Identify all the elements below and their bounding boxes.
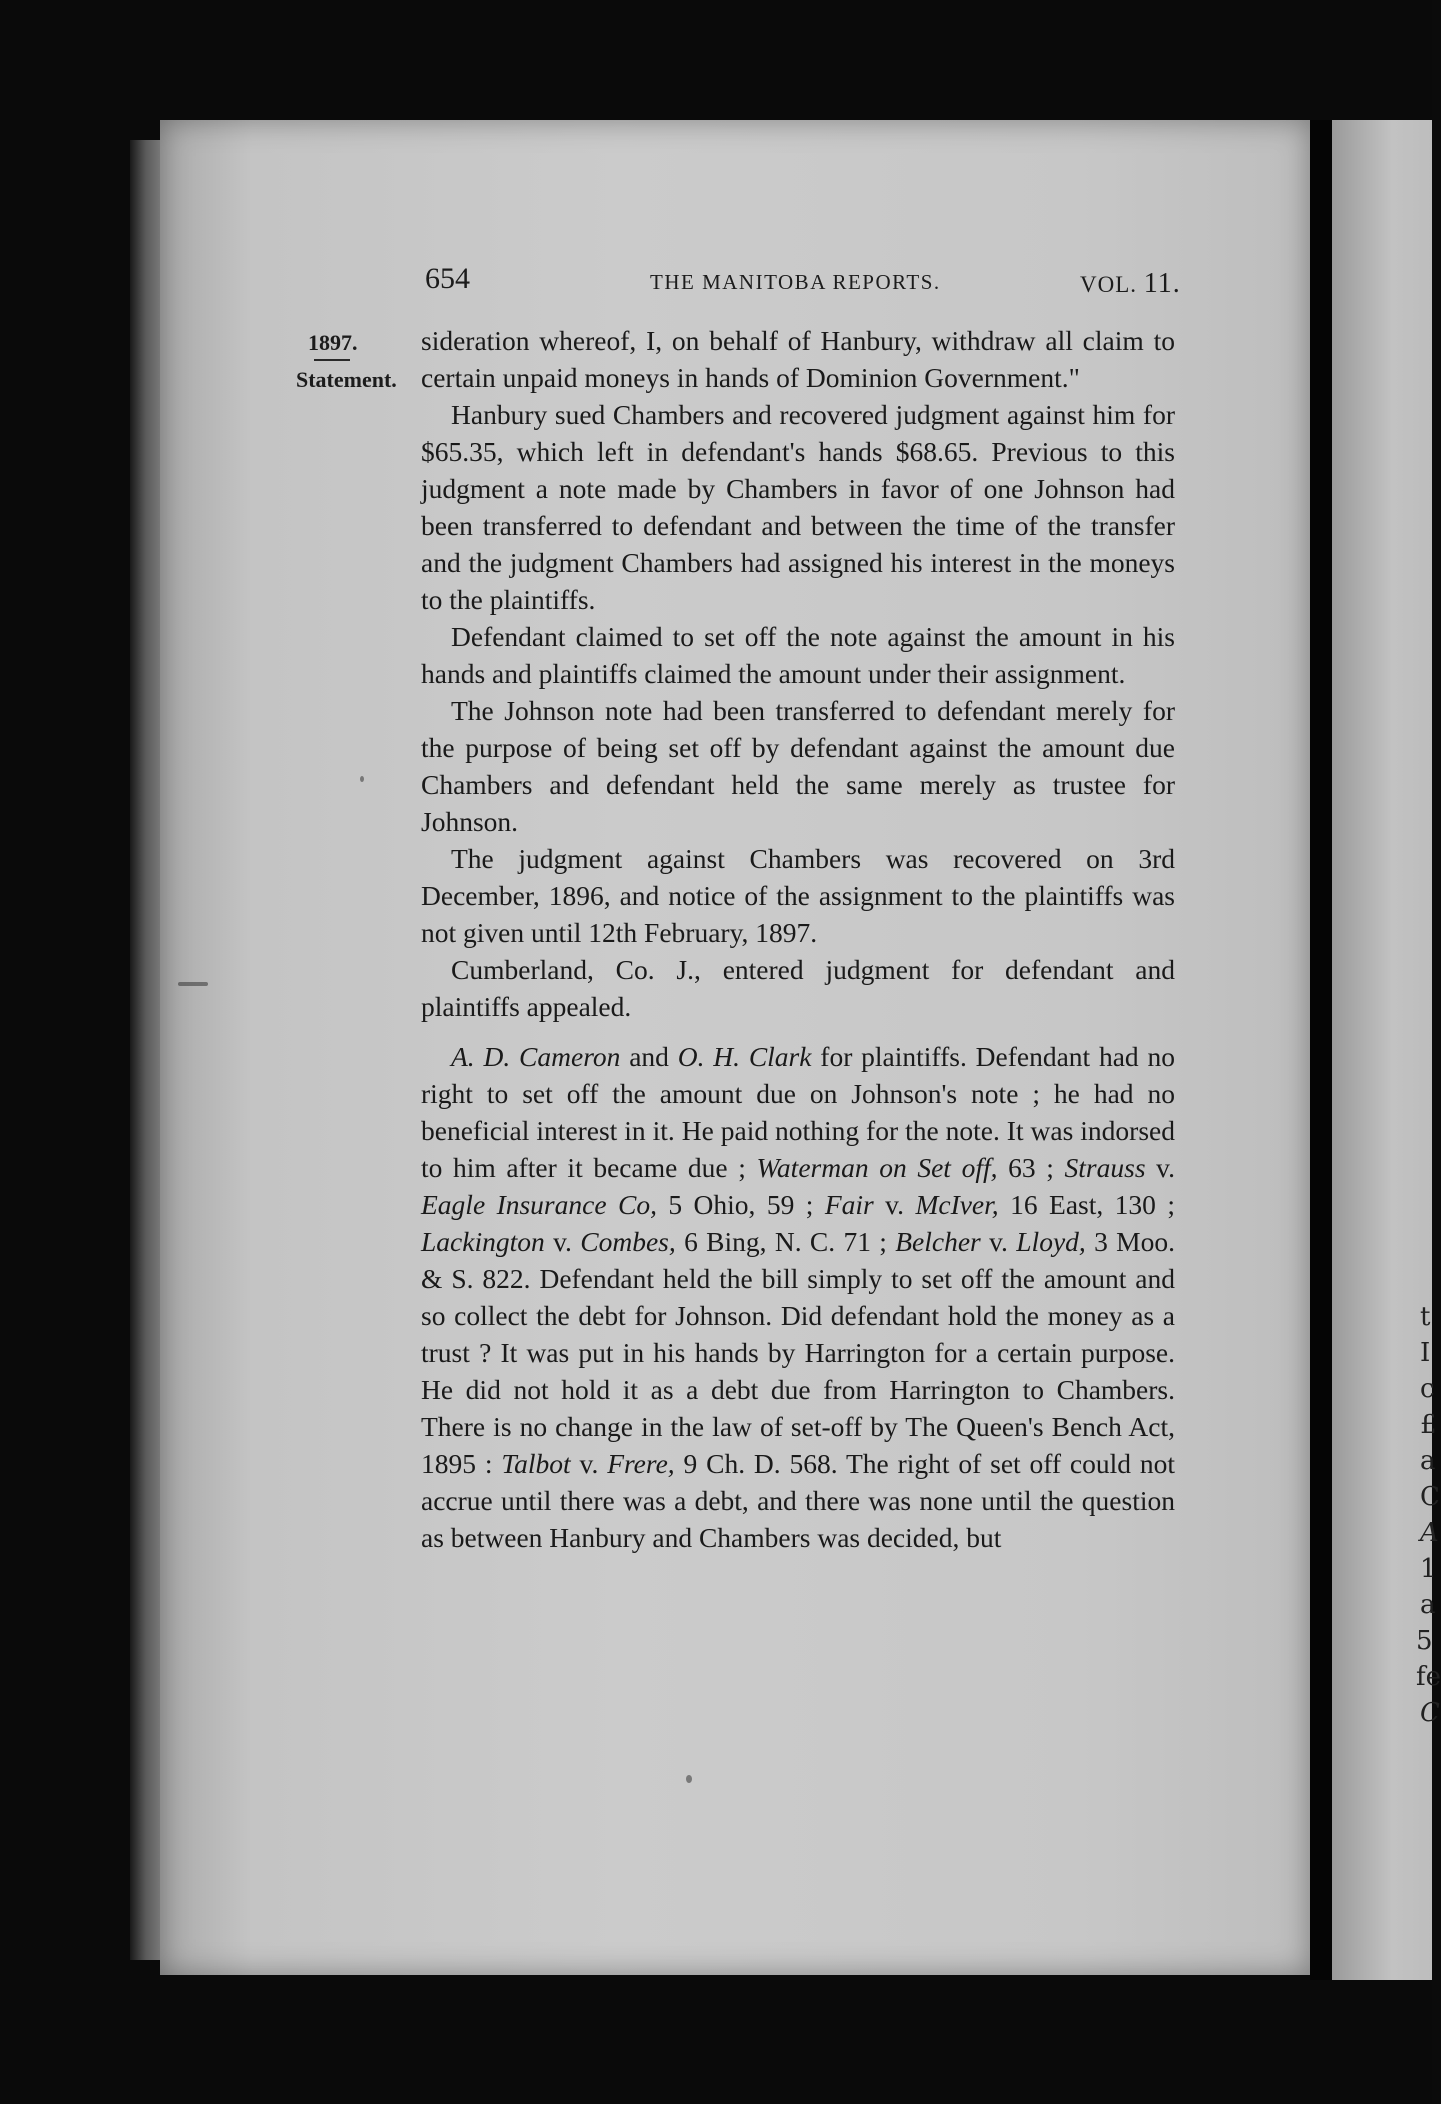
- argument-text: v.: [1145, 1152, 1176, 1183]
- citation: Combes,: [580, 1226, 676, 1257]
- page-gutter: [1310, 120, 1332, 1980]
- paragraph: Defendant claimed to set off the note against the amount in his hands and plaintiffs claimed the amount under their assignment.: [421, 621, 1175, 689]
- citation: Eagle Insurance Co,: [421, 1189, 657, 1220]
- margin-label: Statement.: [296, 367, 397, 392]
- page-number: 654: [425, 262, 470, 295]
- citation: Frere,: [607, 1448, 675, 1479]
- paragraph: The Johnson note had been transferred to defendant merely for the purpose of being set off by defendant against the amount due Chambers and defendant held the same merely as trustee for Johnson.: [421, 695, 1175, 837]
- adjacent-fragment: fe: [1416, 1662, 1441, 1692]
- adjacent-fragment: 5: [1416, 1626, 1433, 1656]
- citation: Lackington: [421, 1226, 545, 1257]
- argument-text: for plaintiffs. Defendant had no right to set off the amount due on Johnson's note ; he had no beneficial interest in it. He paid nothing for the note. It was indorsed to him after it became due ;: [421, 1041, 1175, 1183]
- paragraph: Cumberland, Co. J., entered judgment for defendant and plaintiffs appealed.: [421, 954, 1175, 1022]
- adjacent-fragment: C: [1420, 1698, 1440, 1728]
- argument-text: v.: [544, 1226, 581, 1257]
- adjacent-fragment: A: [1420, 1518, 1439, 1548]
- paragraph: Hanbury sued Chambers and recovered judgment against him for $65.35, which left in defendant's hands $68.65. Previous to this judgment a note made by Chambers in favor of one Johnson had been transferred to defendant and between the time of the transfer and the judgment Chambers had assigned his interest in the moneys to the plaintiffs.: [421, 399, 1175, 615]
- argument-text: v.: [873, 1189, 916, 1220]
- argument-text: 5 Ohio, 59 ;: [656, 1189, 825, 1220]
- argument-text: 9 Ch. D. 568. The right of set off could not accrue until there was a debt, and there was none until the question as between Hanbury and Chambers was decided, but: [421, 1448, 1176, 1553]
- argument-text: 3 Moo. & S. 822. Defendant held the bill simply to set off the amount and so collect the debt for Johnson. Did defendant hold the money as a trust ? It was put in his hands by Harrington for a certain purpose. He did not hold it as a debt due from Harrington to Chambers. There is no change in the law of set-off by The Queen's Bench Act, 1895 :: [421, 1226, 1176, 1479]
- volume-label: [1080, 268, 1181, 300]
- adjacent-fragment: a: [1420, 1446, 1436, 1476]
- adjacent-page: [1332, 120, 1441, 1980]
- margin-year: 1897.: [308, 330, 358, 355]
- volume-prefix: VOL.: [1080, 272, 1138, 297]
- citation: Talbot: [501, 1448, 571, 1479]
- volume-number: 11.: [1143, 268, 1181, 299]
- argument-text: v.: [980, 1226, 1017, 1257]
- citation: McIver,: [915, 1189, 999, 1220]
- adjacent-fragment: a: [1420, 1590, 1436, 1620]
- ink-smudge: [178, 982, 208, 986]
- argument-text: 63 ;: [997, 1152, 1065, 1183]
- citation: Waterman on Set off,: [756, 1152, 998, 1183]
- paragraph: The judgment against Chambers was recovered on 3rd December, 1896, and notice of the assignment to the plaintiffs was not given until 12th February, 1897.: [421, 843, 1175, 948]
- argument-text: 16 East, 130 ;: [998, 1189, 1175, 1220]
- adjacent-fragment: £: [1420, 1410, 1437, 1440]
- citation: Fair: [824, 1189, 874, 1220]
- argument-text: v.: [570, 1448, 608, 1479]
- adjacent-fragment: 1: [1420, 1554, 1437, 1584]
- paragraph: sideration whereof, I, on behalf of Hanbury, withdraw all claim to certain unpaid moneys in hands of Dominion Government.": [421, 325, 1175, 393]
- adjacent-fragment: C: [1420, 1482, 1440, 1512]
- ink-smudge: [360, 776, 364, 782]
- citation: Belcher: [895, 1226, 981, 1257]
- argument-paragraph: [421, 1038, 1175, 1556]
- argument-text: 6 Bing, N. C. 71 ;: [675, 1226, 896, 1257]
- running-title: THE MANITOBA REPORTS.: [650, 270, 941, 294]
- citation: Lloyd,: [1016, 1226, 1086, 1257]
- body-text: [421, 322, 1175, 1556]
- margin-rule: [314, 359, 350, 361]
- argument-text: and: [620, 1041, 678, 1072]
- counsel-name: A. D. Cameron: [451, 1041, 621, 1072]
- counsel-name: O. H. Clark: [677, 1041, 812, 1072]
- ink-smudge: [686, 1775, 692, 1783]
- adjacent-fragment: I: [1420, 1338, 1431, 1368]
- citation: Strauss: [1064, 1152, 1146, 1183]
- adjacent-fragment: t: [1420, 1302, 1431, 1332]
- adjacent-fragment: c: [1420, 1374, 1435, 1404]
